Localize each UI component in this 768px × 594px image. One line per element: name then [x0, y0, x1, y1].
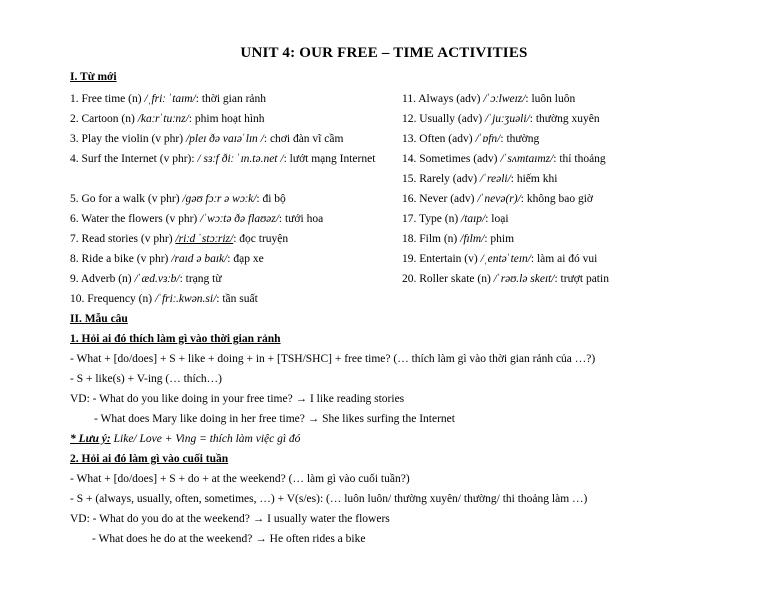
vocab-item: 11. Always (adv) /ˈɔːlweɪz/: luôn luôn — [402, 93, 576, 105]
vocab-item: 19. Entertain (v) /ˌentəˈteɪn/: làm ai đó vui — [402, 253, 598, 265]
vocab-item: 7. Read stories (v phr) /riːd ˈstɔːriz/: đọc truyện — [70, 233, 289, 245]
vocab-item: 8. Ride a bike (v phr) /raɪd ə baɪk/: đạp xe — [70, 253, 264, 265]
vocab-item: 12. Usually (adv) /ˈjuːʒuəli/: thường xuyên — [402, 113, 600, 125]
vocab-item: 15. Rarely (adv) /ˈreəli/: hiếm khi — [402, 173, 558, 185]
vocab-item: 5. Go for a walk (v phr) /ɡəʊ fɔːr ə wɔːk/: đi bộ — [70, 193, 286, 205]
note-text: Like/ Love + Ving = thích làm việc gì đó — [110, 433, 301, 445]
pattern-line: - S + (always, usually, often, sometimes, …) + V(s/es): (… luôn luôn/ thường xuyên/ thường/ thi thoảng làm …) — [70, 493, 588, 505]
vocab-item: 16. Never (adv) /ˈnevə(r)/: không bao giờ — [402, 193, 593, 205]
note-line — [70, 429, 760, 449]
vocab-item: 6. Water the flowers (v phr) /ˈwɔːtə ðə flaʊəz/: tưới hoa — [70, 213, 324, 225]
vocab-item: 18. Film (n) /fɪlm/: phim — [402, 233, 515, 245]
vocab-item: 17. Type (n) /taɪp/: loại — [402, 213, 509, 225]
subsection-free-time-heading: 1. Hỏi ai đó thích làm gì vào thời gian rảnh — [70, 333, 281, 345]
pattern-line: - What + [do/does] + S + like + doing + in + [TSH/SHC] + free time? (… thích làm gì vào thời gian rảnh của …?) — [70, 353, 596, 365]
section-sentence-patterns — [70, 309, 760, 549]
vocab-item: 9. Adverb (n) /ˈæd.vɜːb/: trạng từ — [70, 273, 222, 285]
vocab-list-right — [402, 89, 722, 289]
vocab-item: 14. Sometimes (adv) /ˈsʌmtaɪmz/: thỉ thoảng — [402, 153, 606, 165]
example-line: VD: - What do you like doing in your free time? → I like reading stories — [70, 393, 405, 405]
vocab-item: 2. Cartoon (n) /kɑːrˈtuːnz/: phim hoạt hình — [70, 113, 265, 125]
vocab-item: 20. Roller skate (n) /ˈrəʊ.lə skeɪt/: trượt patin — [402, 273, 609, 285]
document-title: UNIT 4: OUR FREE – TIME ACTIVITIES — [240, 45, 528, 61]
vocab-item: 4. Surf the Internet (v phr): / sɜːf ðiː ˈɪn.tə.net /: lướt mạng Internet — [70, 153, 376, 165]
example-line: - What does he do at the weekend? → He often rides a bike — [92, 533, 366, 545]
pattern-line: - S + like(s) + V-ing (… thích…) — [70, 373, 222, 385]
vocab-item: 3. Play the violin (v phr) /pleɪ ðə vaɪəˈlɪn /: chơi đàn vĩ cầm — [70, 133, 344, 145]
vocab-item: 10. Frequency (n) /ˈfriː.kwən.si/: tần suất — [70, 293, 258, 305]
example-line: - What does Mary like doing in her free time? → She likes surfing the Internet — [94, 413, 455, 425]
section-vocabulary-heading: I. Từ mới — [70, 71, 117, 83]
section-patterns-heading: II. Mẫu câu — [70, 313, 128, 325]
vocab-item: 1. Free time (n) /ˌfriː ˈtaɪm/: thời gian rảnh — [70, 93, 267, 105]
subsection-weekend-heading: 2. Hỏi ai đó làm gì vào cuối tuần — [70, 453, 229, 465]
pattern-line: - What + [do/does] + S + do + at the weekend? (… làm gì vào cuối tuần?) — [70, 473, 410, 485]
note-label: * Lưu ý: — [70, 433, 111, 445]
vocab-item: 13. Often (adv) /ˈɒfn/: thường — [402, 133, 540, 145]
vocab-list-left — [70, 89, 390, 309]
example-line: VD: - What do you do at the weekend? → I usually water the flowers — [70, 513, 390, 525]
